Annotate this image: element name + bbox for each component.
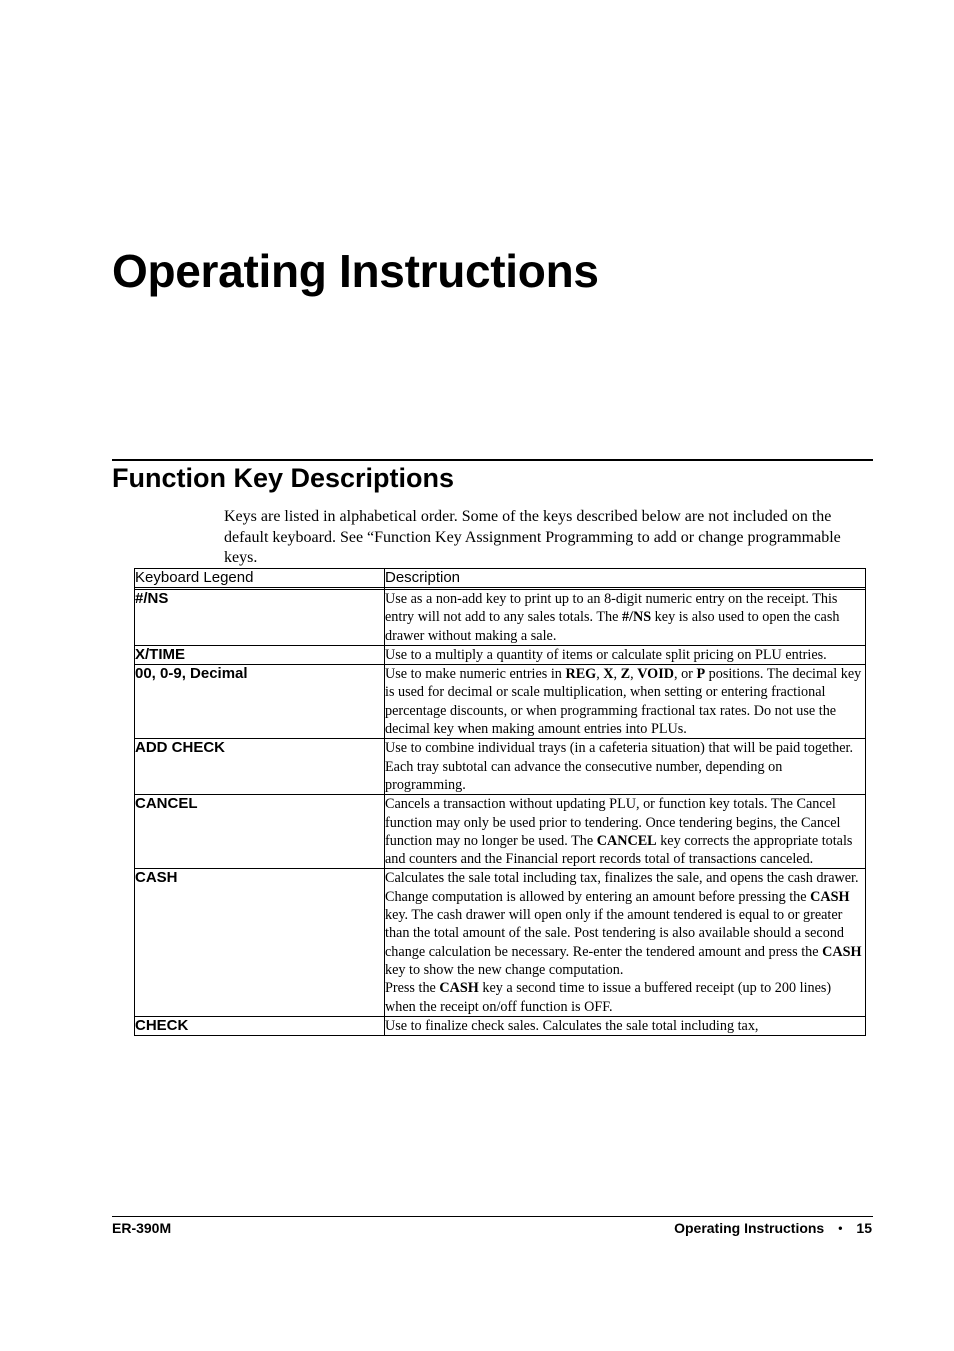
header-legend-label: Keyboard Legend — [135, 569, 384, 588]
key-legend: X/TIME — [135, 645, 385, 664]
key-description: Use to a multiply a quantity of items or calculate split pricing on PLU entries. — [385, 645, 866, 664]
table-row — [135, 739, 866, 795]
key-description: Use to finalize check sales. Calculates the sale total including tax, — [385, 1016, 866, 1035]
section-divider — [112, 459, 873, 461]
footer-model: ER-390M — [112, 1220, 172, 1236]
section-title: Function Key Descriptions — [112, 463, 455, 493]
key-legend: #/NS — [135, 590, 385, 646]
footer-divider — [112, 1216, 873, 1217]
key-legend: 00, 0-9, Decimal — [135, 665, 385, 739]
key-legend: CHECK — [135, 1016, 385, 1035]
key-legend: ADD CHECK — [135, 739, 385, 795]
key-description: Use as a non-add key to print up to an 8-digit numeric entry on the receipt. This entry will not add to any sales totals. The #/NS key is also used to open the cash drawer without making a sale. — [385, 590, 866, 646]
key-description: Use to make numeric entries in REG, X, Z, VOID, or P positions. The decimal key is used for decimal or scale multiplication, when setting or entering fractional percentage discounts, or when programming fractional tax rates. Do not use the decimal key when making amount entries into PLUs. — [385, 665, 866, 739]
table-row — [135, 645, 866, 664]
key-legend: CANCEL — [135, 795, 385, 869]
key-description: Cancels a transaction without updating PLU, or function key totals. The Cancel function may only be used prior to tendering. Once tendering begins, the Cancel function may no longer be used. The CANCEL key corrects the appropriate totals and counters and the Financial report records total of transactions canceled. — [385, 795, 866, 869]
table-row — [135, 795, 866, 869]
key-description: Calculates the sale total including tax, finalizes the sale, and opens the cash drawer. Change computation is allowed by entering an amount before pressing the CASH key. The cash drawer will open only if the amount tendered is equal to or greater than the total amount of the sale. Post tendering is also available should a second change calculation be necessary. Re-enter the tendered amount and press the CASH key to show the new change computation. Press the CASH key a second time to issue a buffered receipt (up to 200 lines) when the receipt on/off function is OFF. — [385, 869, 866, 1016]
key-description: Use to combine individual trays (in a cafeteria situation) that will be paid together. Each tray subtotal can advance the consecutive number, depending on programming. — [385, 739, 866, 795]
header-description — [385, 569, 866, 590]
header-description-label: Description — [385, 569, 865, 588]
footer-page-info — [674, 1220, 872, 1236]
footer-page-number: 15 — [856, 1220, 872, 1236]
table-row — [135, 665, 866, 739]
footer-bullet: • — [838, 1221, 843, 1235]
table-header-row — [135, 569, 866, 590]
header-keyboard-legend — [135, 569, 385, 590]
function-key-table — [134, 568, 866, 1036]
table-row — [135, 590, 866, 646]
chapter-title: Operating Instructions — [112, 245, 599, 297]
intro-paragraph: Keys are listed in alphabetical order. Some of the keys described below are not included on the default keyboard. See “Function Key Assignment Programming to add or change programmable keys. — [224, 508, 841, 566]
footer-chapter: Operating Instructions — [674, 1220, 825, 1236]
table-row — [135, 1016, 866, 1035]
table-row — [135, 869, 866, 1016]
key-legend: CASH — [135, 869, 385, 1016]
